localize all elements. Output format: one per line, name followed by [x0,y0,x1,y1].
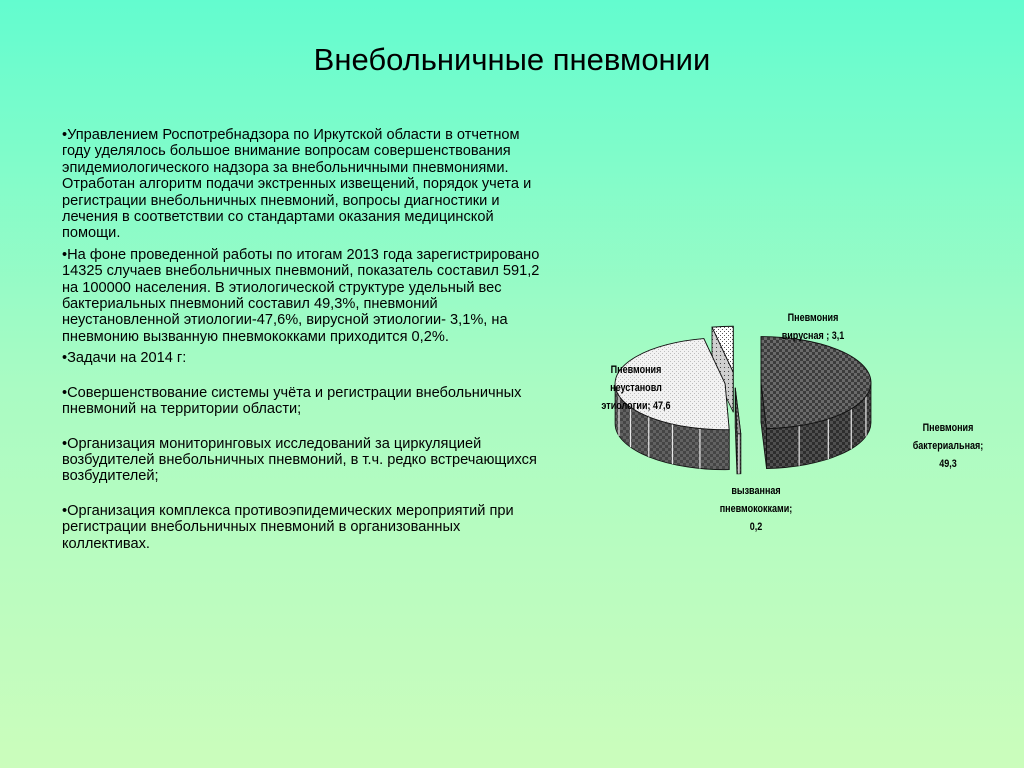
paragraph-tasks-heading: •Задачи на 2014 г: [62,350,187,367]
etiology-pie-chart [560,295,1020,555]
paragraph-task-measures: •Организация комплекса противоэпидемических мероприятий при регистрации внебольничных пневмоний в организованных коллективах. [62,502,514,552]
paragraph-task-monitoring: •Организация мониторинговых исследований за циркуляцией возбудителей внебольничных пневмоний, в т.ч. редко встречающихся возбудителей; [62,435,537,485]
body-text [62,127,542,552]
paragraph-statistics-2013: •На фоне проведенной работы по итогам 2013 года зарегистрировано 14325 случаев внебольничных пневмоний, показатель составил 591,2 на 100000 населения. В этиологической структуре удельный вес бактериальных пневмоний составил 49,3%, пневмоний неустановленной этиологии-47,6%, вирусной этиологии- 3,1%, на пневмонию вызванную пневмококками приходится 0,2%. [62,246,540,345]
label-unidentified: Пневмония неустановл этиологии; 47,6 [601,364,671,412]
label-pneumococcal: вызванная пневмококками; 0,2 [719,485,793,533]
paragraph-task-registration: •Совершенствование системы учёта и регистрации внебольничных пневмоний на территории области; [62,384,522,418]
label-viral: Пневмония вирусная ; 3,1 [781,312,845,342]
label-bacterial: Пневмония бактериальная; 49,3 [912,422,984,470]
slide-title: Внебольничные пневмонии [313,42,711,77]
paragraph-surveillance: •Управлением Роспотребнадзора по Иркутской области в отчетном году уделялось большое внимание вопросам совершенствования эпидемиологического надзора за внебольничными пневмониями. Отработан алгоритм подачи экстренных извещений, порядок учета и регистрации внебольничных пневмоний, вопросы диагностики и лечения в соответствии со стандартами оказания медицинской помощи. [62,127,532,242]
